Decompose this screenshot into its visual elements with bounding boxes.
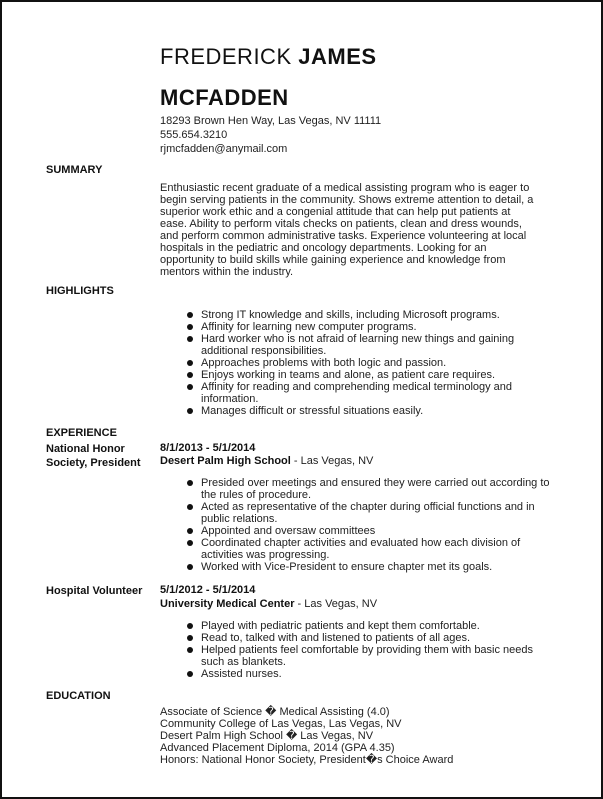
- education-heading: EDUCATION: [46, 690, 111, 702]
- phone: 555.654.3210: [160, 129, 228, 141]
- job-organization: [160, 598, 377, 610]
- name-line-first: [160, 44, 377, 70]
- list-item: Acted as representative of the chapter during official functions and in public relations.: [160, 501, 552, 525]
- list-item: Manages difficult or stressful situations easily.: [160, 405, 552, 417]
- job-role: National Honor Society, President: [46, 443, 141, 469]
- job-org-name: Desert Palm High School: [160, 455, 291, 467]
- list-item: Affinity for learning new computer programs.: [160, 321, 552, 333]
- list-item: Hard worker who is not afraid of learning new things and gaining additional responsibilities.: [160, 333, 552, 357]
- education-line: Advanced Placement Diploma, 2014 (GPA 4.35): [160, 742, 395, 754]
- job-bullets: [160, 620, 552, 680]
- education-line: Desert Palm High School � Las Vegas, NV: [160, 730, 374, 742]
- experience-heading: EXPERIENCE: [46, 427, 117, 439]
- email: rjmcfadden@anymail.com: [160, 143, 288, 155]
- middle-name: JAMES: [298, 44, 377, 69]
- list-item: Coordinated chapter activities and evaluated how each division of activities was progressing.: [160, 537, 552, 561]
- education-block: [160, 706, 453, 766]
- job-dates: 5/1/2012 - 5/1/2014: [160, 584, 256, 596]
- last-name: MCFADDEN: [160, 85, 289, 110]
- address: 18293 Brown Hen Way, Las Vegas, NV 11111: [160, 115, 382, 127]
- list-item: Read to, talked with and listened to patients of all ages.: [160, 632, 552, 644]
- list-item: Appointed and oversaw committees: [160, 525, 552, 537]
- job-organization: [160, 455, 373, 467]
- education-line: Associate of Science � Medical Assisting (4.0): [160, 706, 390, 718]
- list-item: Strong IT knowledge and skills, including Microsoft programs.: [160, 309, 552, 321]
- job-location: - Las Vegas, NV: [294, 598, 378, 610]
- list-item: Enjoys working in teams and alone, as patient care requires.: [160, 369, 552, 381]
- education-line: Honors: National Honor Society, President�s Choice Award: [160, 754, 454, 766]
- highlights-list: [160, 309, 552, 417]
- education-line: Community College of Las Vegas, Las Vegas, NV: [160, 718, 402, 730]
- job-role: Hospital Volunteer: [46, 585, 143, 597]
- list-item: Approaches problems with both logic and passion.: [160, 357, 552, 369]
- job-location: - Las Vegas, NV: [290, 455, 374, 467]
- list-item: Played with pediatric patients and kept them comfortable.: [160, 620, 552, 632]
- job-bullets: [160, 477, 552, 573]
- list-item: Affinity for reading and comprehending medical terminology and information.: [160, 381, 552, 405]
- first-name: FREDERICK: [160, 44, 292, 69]
- list-item: Assisted nurses.: [160, 668, 552, 680]
- list-item: Worked with Vice-President to ensure chapter met its goals.: [160, 561, 552, 573]
- job-dates: 8/1/2013 - 5/1/2014: [160, 442, 256, 454]
- highlights-heading: HIGHLIGHTS: [46, 285, 114, 297]
- job-org-name: University Medical Center: [160, 598, 295, 610]
- contact-block: [160, 114, 381, 156]
- list-item: Presided over meetings and ensured they were carried out according to the rules of procedure.: [160, 477, 552, 501]
- list-item: Helped patients feel comfortable by providing them with basic needs such as blankets.: [160, 644, 552, 668]
- summary-heading: SUMMARY: [46, 164, 103, 176]
- summary-text: Enthusiastic recent graduate of a medical assisting program who is eager to begin serving patients in the community. Shows extreme attention to detail, a superior work ethic and a congenial attitude that can help put patients at ease. Ability to perform vitals checks on patients, clean and dress wounds, and perform common administrative tasks. Experience volunteering at local hospitals in the pediatric and oncology departments. Looking for an opportunity to build skills while gaining experience and knowledge from mentors within the industry.: [160, 182, 534, 278]
